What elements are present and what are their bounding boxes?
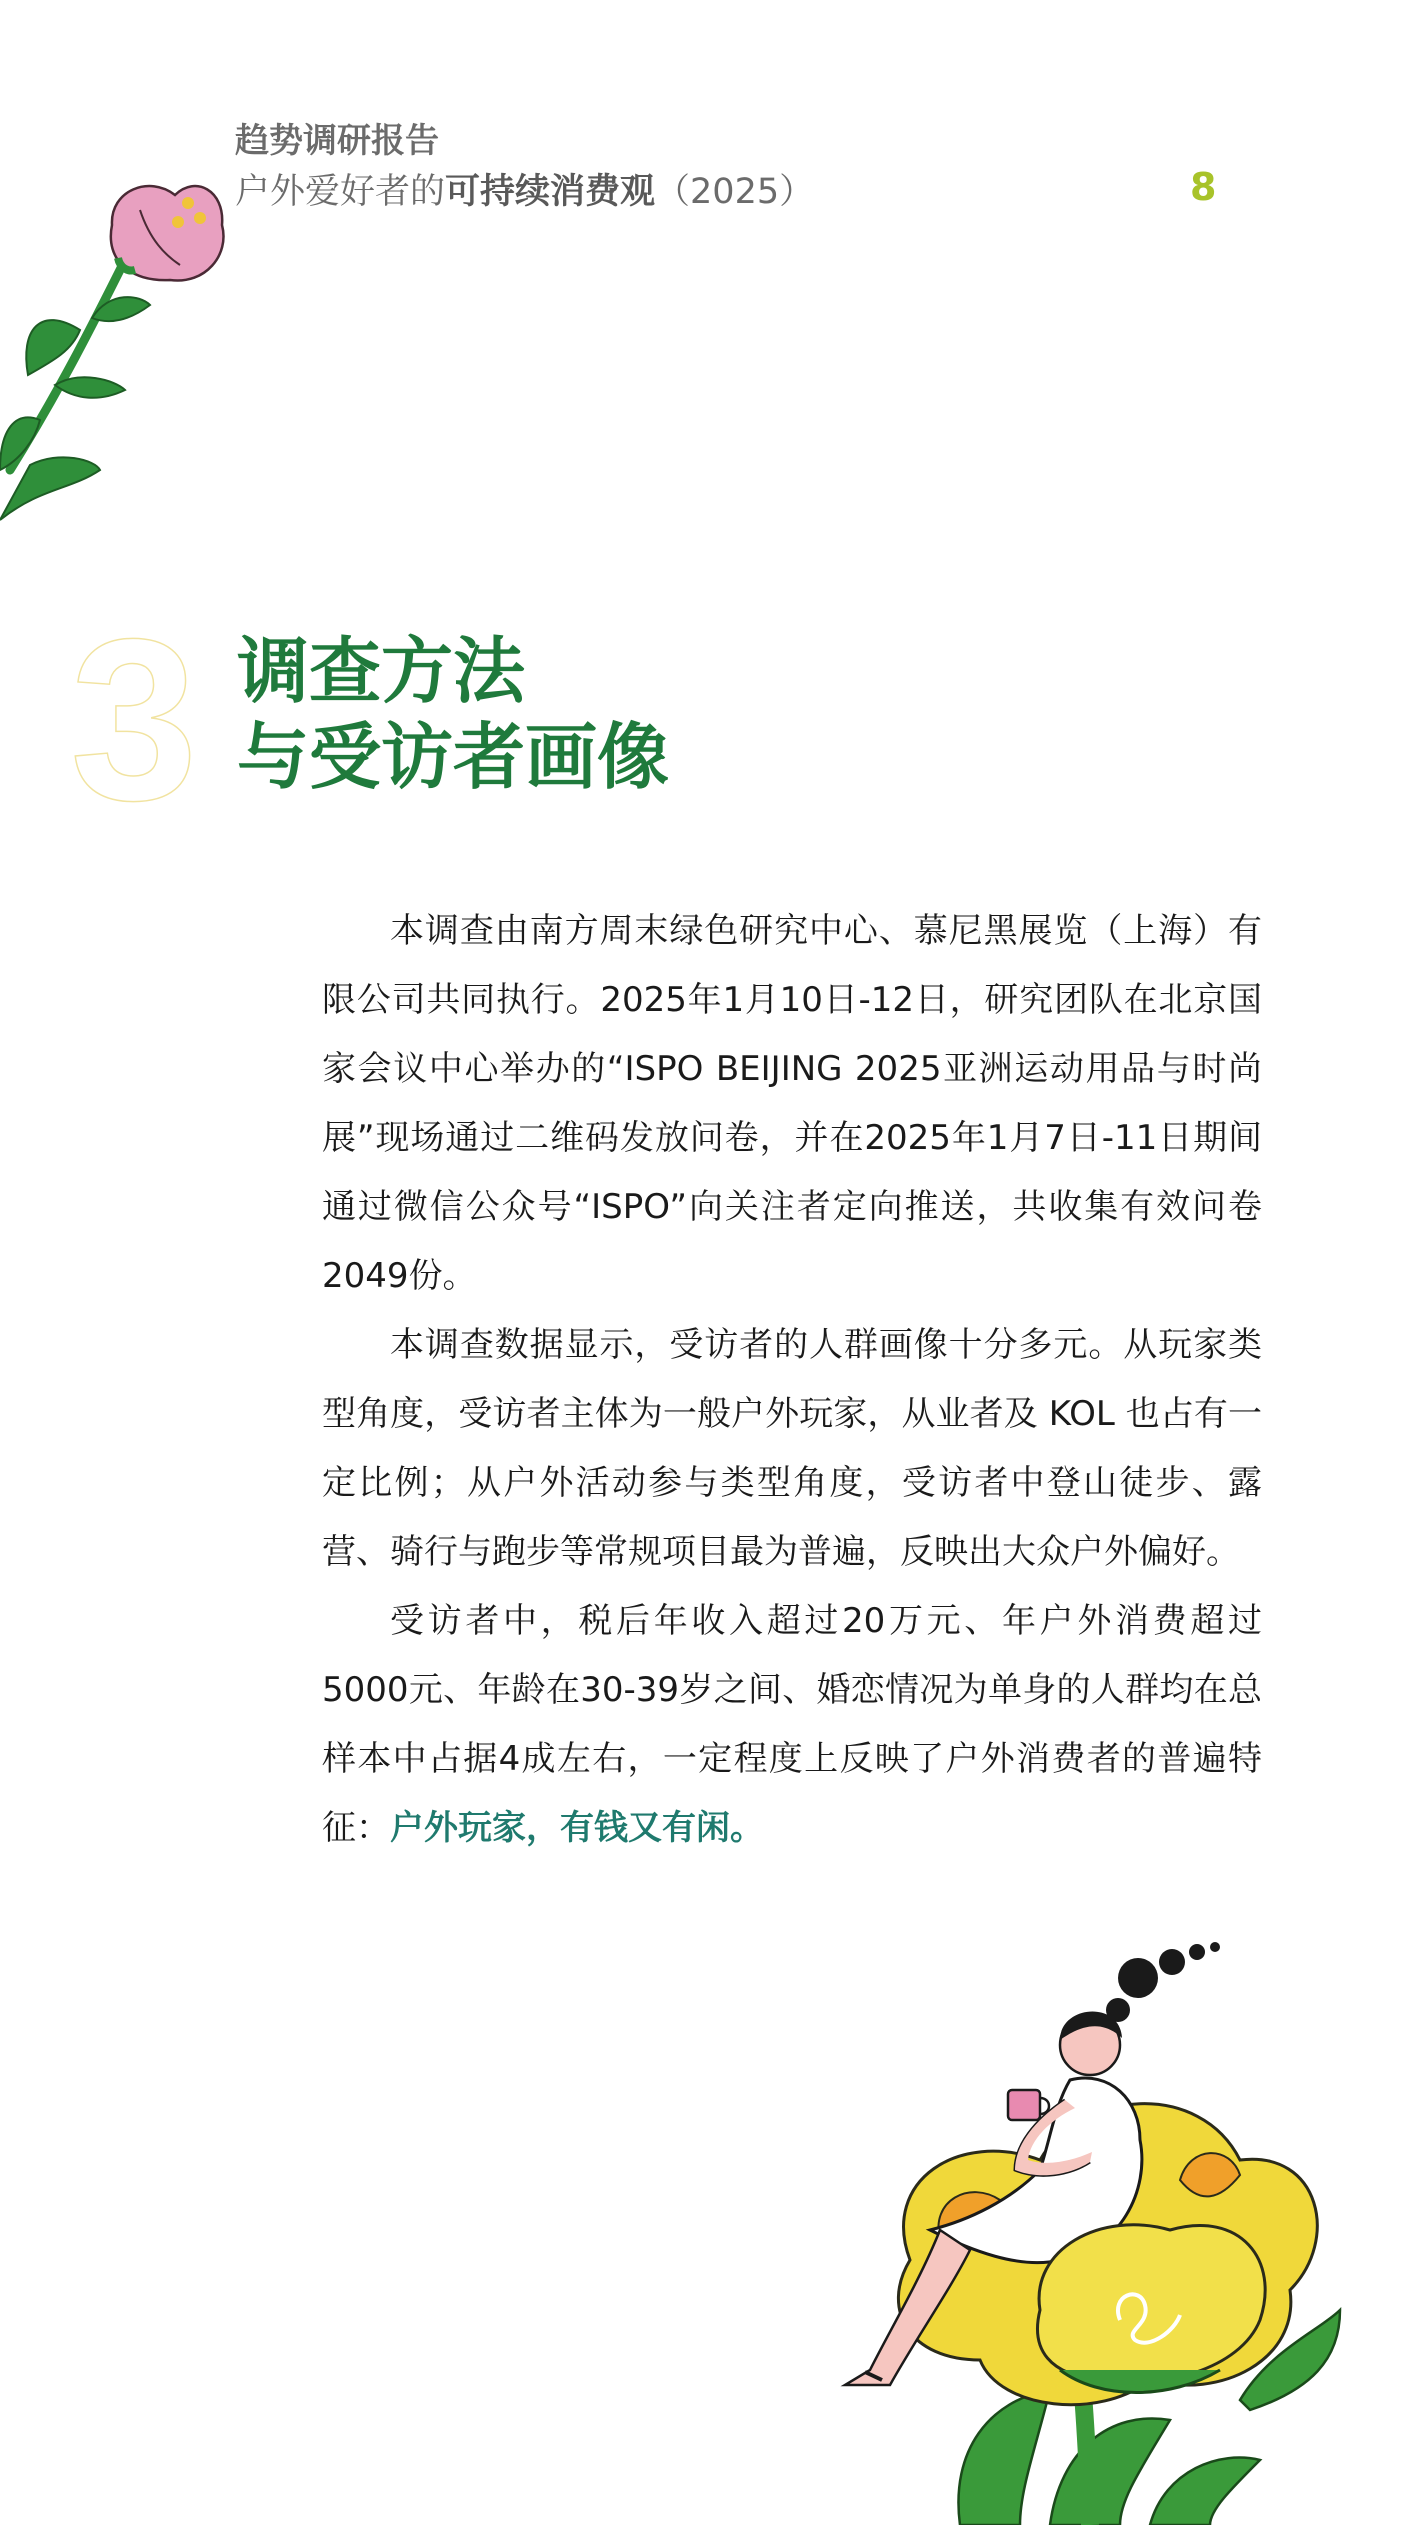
- woman-on-flower-illustration: [820, 1930, 1400, 2525]
- report-subtitle: [235, 166, 814, 218]
- paragraph-3: [322, 1587, 1262, 1863]
- page-number: 8: [1190, 165, 1217, 209]
- report-kicker: 趋势调研报告: [235, 121, 439, 161]
- subtitle-suffix: （2025）: [655, 172, 815, 212]
- section-title-line2: 与受访者画像: [237, 715, 670, 799]
- subtitle-prefix: 户外爱好者的: [235, 172, 446, 212]
- body-text: [322, 897, 1262, 1863]
- paragraph-1: 本调查由南方周末绿色研究中心、慕尼黑展览（上海）有限公司共同执行。2025年1月10日-12日，研究团队在北京国家会议中心举办的“ISPO BEIJING 2025亚洲运动用品与时尚展”现场通过二维码发放问卷，并在2025年1月7日-11日期间通过微信公众号“ISPO”向关注者定向推送，共收集有效问卷2049份。: [322, 911, 1262, 1296]
- paragraph-3-highlight: 户外玩家，有钱又有闲。: [390, 1808, 764, 1848]
- paragraph-2: 本调查数据显示，受访者的人群画像十分多元。从玩家类型角度，受访者主体为一般户外玩家，从业者及 KOL 也占有一定比例；从户外活动参与类型角度，受访者中登山徒步、露营、骑行与跑步等常规项目最为普遍，反映出大众户外偏好。: [322, 1325, 1262, 1572]
- subtitle-bold: 可持续消费观: [445, 172, 656, 212]
- section-number: 3: [70, 591, 198, 848]
- paragraph-3-text: 受访者中，税后年收入超过20万元、年户外消费超过5000元、年龄在30-39岁之间、婚恋情况为单身的人群均在总样本中占据4成左右，一定程度上反映了户外消费者的普遍特征：: [322, 1601, 1262, 1848]
- report-header: [235, 118, 814, 218]
- section-title: [237, 628, 669, 800]
- section-title-line1: 调查方法: [237, 629, 526, 713]
- pink-flower-illustration: [0, 170, 240, 550]
